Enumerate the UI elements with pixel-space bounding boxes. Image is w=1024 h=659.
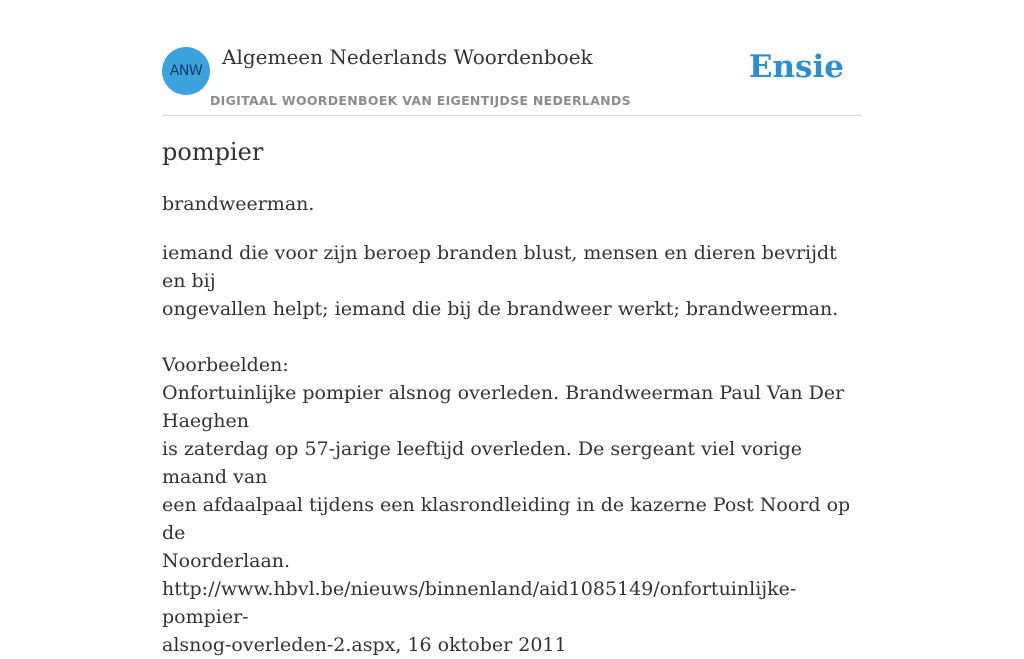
source-line: http://www.hbvl.be/nieuws/binnenland/aid1085149/onfortuinlijke-pompier- xyxy=(162,578,797,628)
definition-line: ongevallen helpt; iemand die bij de brandweer werkt; brandweerman. xyxy=(162,298,839,320)
ensie-brand-logo[interactable]: Ensie xyxy=(748,49,844,85)
content-container xyxy=(162,0,862,656)
entry-headword: pompier xyxy=(162,138,264,166)
entry-body xyxy=(162,239,862,659)
site-subtitle: DIGITAAL WOORDENBOEK VAN EIGENTIJDSE NEDERLANDS xyxy=(210,93,631,108)
site-title[interactable]: Algemeen Nederlands Woordenboek xyxy=(222,45,593,69)
example-line: een afdaalpaal tijdens een klasrondleiding in de kazerne Post Noord op de xyxy=(162,494,851,544)
source-line: alsnog-overleden-2.aspx, 16 oktober 2011 xyxy=(162,634,567,656)
anw-logo[interactable] xyxy=(162,47,210,95)
anw-logo-text: ANW xyxy=(169,63,203,79)
examples-label: Voorbeelden: xyxy=(162,354,289,376)
example-line: Noorderlaan. xyxy=(162,550,291,572)
example-line: Onfortuinlijke pompier alsnog overleden. Brandweerman Paul Van Der Haeghen xyxy=(162,382,845,432)
definition-line: iemand die voor zijn beroep branden blust, mensen en dieren bevrijdt en bij xyxy=(162,242,837,292)
spacer xyxy=(162,323,862,351)
example-line: is zaterdag op 57-jarige leeftijd overleden. De sergeant viel vorige maand van xyxy=(162,438,803,488)
site-header xyxy=(162,0,862,116)
short-definition: brandweerman. xyxy=(162,193,315,215)
